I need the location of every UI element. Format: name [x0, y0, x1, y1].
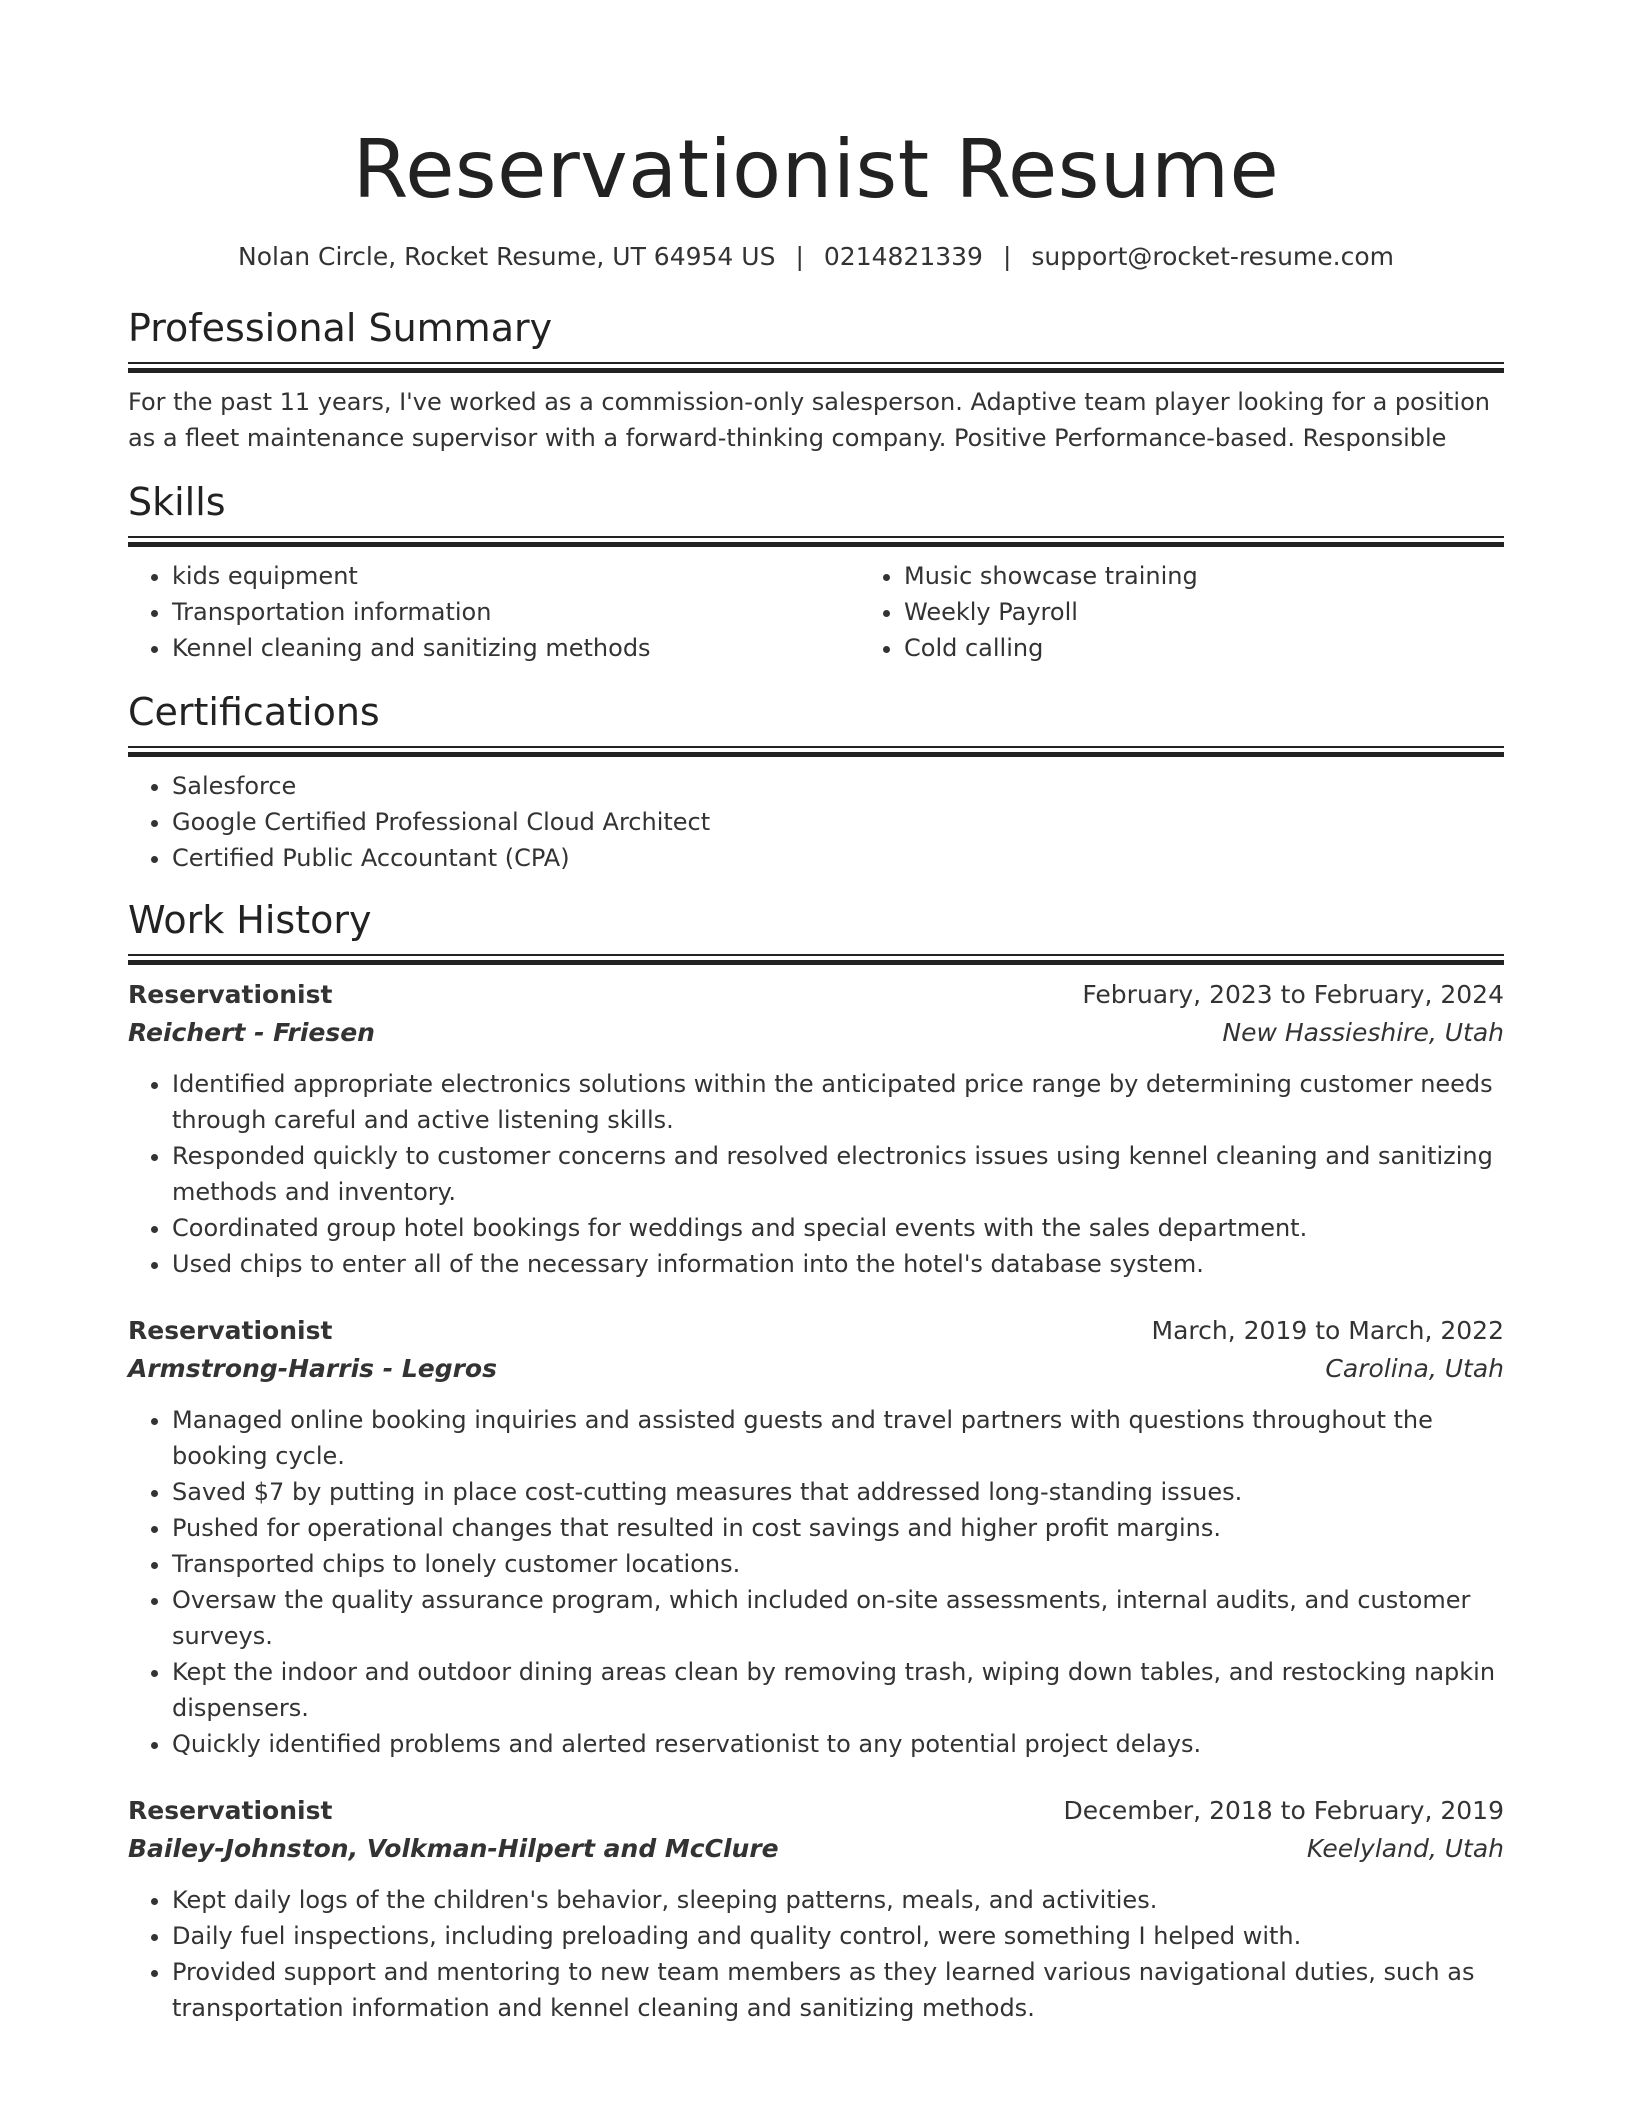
job-entry — [128, 1312, 1504, 1762]
summary-text: For the past 11 years, I've worked as a commission-only salesperson. Adaptive team player looking for a position as a fleet maintenance supervisor with a forward-thinking company. Positive Performance-based. Responsible — [128, 388, 1490, 452]
job-header-row — [128, 1312, 1504, 1350]
skills-list-left — [128, 558, 860, 666]
skills-section — [128, 478, 1504, 666]
job-entry — [128, 976, 1504, 1282]
job-duty: • Saved $7 by putting in place cost-cutting measures that addressed long-standing issues. — [172, 1474, 1504, 1510]
job-duty: • Kept the indoor and outdoor dining areas clean by removing trash, wiping down tables, and restocking napkin dispensers. — [172, 1654, 1504, 1726]
job-duty: • Quickly identified problems and alerted reservationist to any potential project delays. — [172, 1726, 1504, 1762]
job-dates: February, 2023 to February, 2024 — [1082, 980, 1504, 1009]
contact-email: support@rocket-resume.com — [1031, 242, 1394, 271]
skills-heading: Skills — [128, 480, 226, 524]
skill-item: • Kennel cleaning and sanitizing methods — [172, 630, 860, 666]
work-history-heading: Work History — [128, 898, 372, 942]
job-duty: • Identified appropriate electronics solutions within the anticipated price range by determining customer needs through careful and active listening skills. — [172, 1066, 1504, 1138]
job-duty: • Provided support and mentoring to new team members as they learned various navigational duties, such as transportation information and kennel cleaning and sanitizing methods. — [172, 1954, 1504, 2026]
skill-item: • Weekly Payroll — [904, 594, 1592, 630]
job-location: New Hassieshire, Utah — [1222, 1018, 1504, 1047]
job-duty: • Pushed for operational changes that resulted in cost savings and higher profit margins. — [172, 1510, 1504, 1546]
job-company-row — [128, 1014, 1504, 1052]
job-duties-list — [128, 1882, 1504, 2026]
job-duties-list — [128, 1066, 1504, 1282]
job-duties-list — [128, 1402, 1504, 1762]
contact-line — [128, 240, 1504, 274]
certifications-list — [128, 768, 1504, 876]
job-company: Armstrong-Harris - Legros — [128, 1354, 497, 1383]
contact-separator: | — [1002, 242, 1012, 271]
job-entry — [128, 1792, 1504, 2026]
skill-item: • kids equipment — [172, 558, 860, 594]
job-duty: • Daily fuel inspections, including preloading and quality control, were something I helped with. — [172, 1918, 1504, 1954]
section-divider — [128, 362, 1504, 374]
certifications-heading: Certifications — [128, 690, 380, 734]
certification-item: • Certified Public Accountant (CPA) — [172, 840, 1504, 876]
contact-address: Nolan Circle, Rocket Resume, UT 64954 US — [238, 242, 776, 271]
skill-item: • Music showcase training — [904, 558, 1592, 594]
summary-heading: Professional Summary — [128, 306, 553, 350]
section-divider — [128, 954, 1504, 966]
job-dates: December, 2018 to February, 2019 — [1063, 1796, 1504, 1825]
contact-separator: | — [795, 242, 804, 271]
job-title: Reservationist — [128, 980, 333, 1009]
job-company: Reichert - Friesen — [128, 1018, 375, 1047]
job-location: Keelyland, Utah — [1306, 1834, 1504, 1863]
job-company-row — [128, 1350, 1504, 1388]
certification-item: • Google Certified Professional Cloud Architect — [172, 804, 1504, 840]
skills-list-right — [860, 558, 1592, 666]
skill-item: • Transportation information — [172, 594, 860, 630]
section-divider — [128, 536, 1504, 548]
job-duty: • Coordinated group hotel bookings for weddings and special events with the sales department. — [172, 1210, 1504, 1246]
job-title: Reservationist — [128, 1316, 333, 1345]
section-divider — [128, 746, 1504, 758]
job-duty: • Responded quickly to customer concerns and resolved electronics issues using kennel cleaning and sanitizing methods and inventory. — [172, 1138, 1504, 1210]
job-title: Reservationist — [128, 1796, 333, 1825]
contact-phone: 0214821339 — [823, 242, 983, 271]
work-history-section — [128, 896, 1504, 2026]
certifications-section — [128, 688, 1504, 876]
job-dates: March, 2019 to March, 2022 — [1151, 1316, 1504, 1345]
job-company-row — [128, 1830, 1504, 1868]
job-header-row — [128, 1792, 1504, 1830]
skills-grid — [128, 558, 1504, 666]
job-company: Bailey-Johnston, Volkman-Hilpert and McClure — [128, 1834, 779, 1863]
job-location: Carolina, Utah — [1325, 1354, 1504, 1383]
job-header-row — [128, 976, 1504, 1014]
skill-item: • Cold calling — [904, 630, 1592, 666]
job-duty: • Kept daily logs of the children's behavior, sleeping patterns, meals, and activities. — [172, 1882, 1504, 1918]
certification-item: • Salesforce — [172, 768, 1504, 804]
job-duty: • Oversaw the quality assurance program, which included on-site assessments, internal audits, and customer surveys. — [172, 1582, 1504, 1654]
resume-title: Reservationist Resume — [352, 123, 1280, 216]
job-duty: • Used chips to enter all of the necessary information into the hotel's database system. — [172, 1246, 1504, 1282]
job-duty: • Managed online booking inquiries and assisted guests and travel partners with questions throughout the booking cycle. — [172, 1402, 1504, 1474]
summary-section — [128, 304, 1504, 456]
job-duty: • Transported chips to lonely customer locations. — [172, 1546, 1504, 1582]
